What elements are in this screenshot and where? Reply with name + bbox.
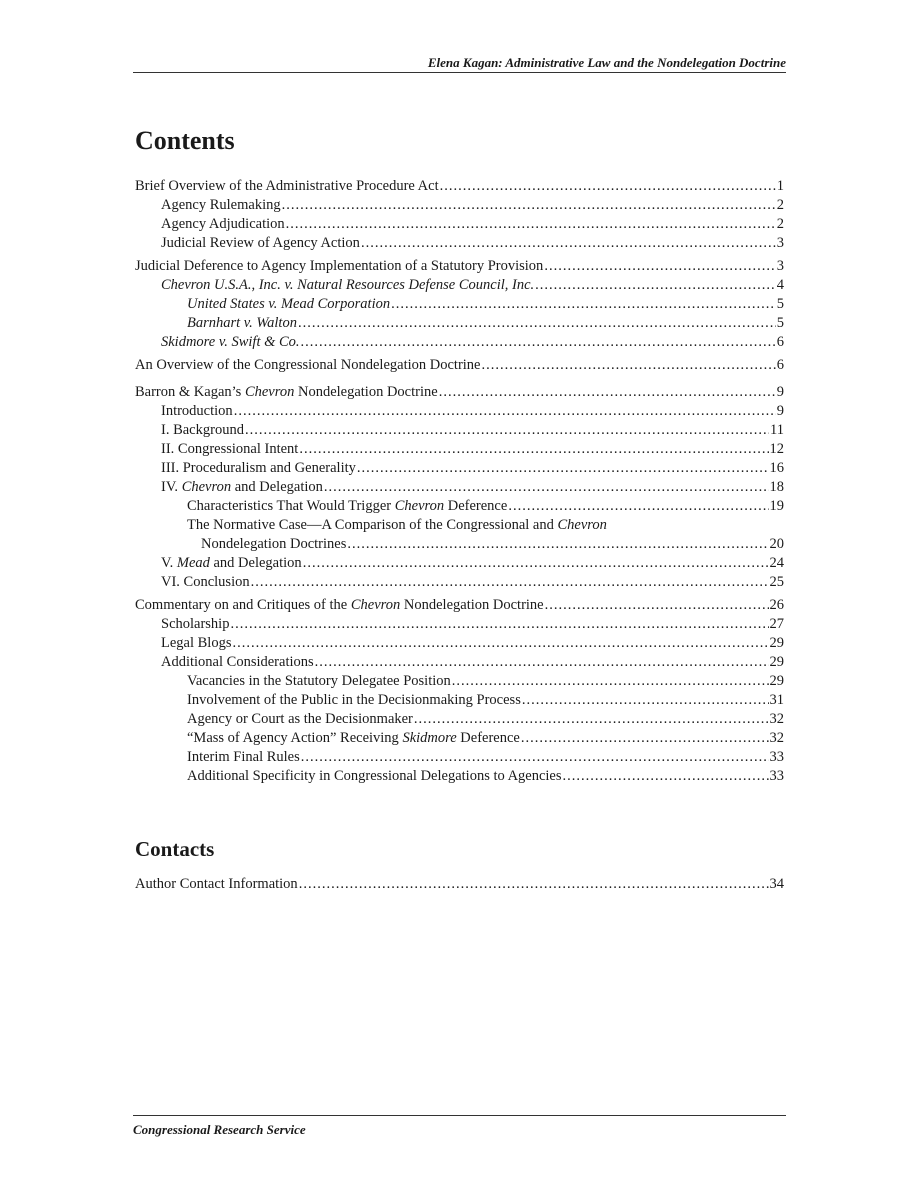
toc-entry-additional-specificity[interactable]: Additional Specificity in Congressional Delegations to Agencies ..... 33 — [135, 767, 784, 786]
toc-entry-background[interactable]: I. Background ..... 11 — [135, 421, 784, 440]
page-number: 24 — [769, 555, 784, 571]
page-number: 33 — [769, 768, 784, 784]
toc-entry-interim-final-rules[interactable]: Interim Final Rules ..... 33 — [135, 748, 784, 767]
page-number: 29 — [769, 654, 784, 670]
toc-entry-congressional-intent[interactable]: II. Congressional Intent ..... 12 — [135, 440, 784, 459]
toc-entry-chevron-delegation[interactable]: IV. Chevron and Delegation ..... 18 — [135, 478, 784, 497]
page-number: 9 — [776, 384, 784, 400]
toc-entry-mass-of-agency-action[interactable]: “Mass of Agency Action” Receiving Skidmore Deference ..... 32 — [135, 729, 784, 748]
page-number: 11 — [770, 422, 784, 438]
toc-entry-scholarship[interactable]: Scholarship ..... 27 — [135, 615, 784, 634]
header-title: Elena Kagan: Administrative Law and the Nondelegation Doctrine — [427, 55, 786, 70]
page-number: 3 — [776, 258, 784, 274]
page-number: 2 — [776, 197, 784, 213]
toc-entry-barron-kagan[interactable]: Barron & Kagan’s Chevron Nondelegation Doctrine ..... 9 — [135, 383, 784, 402]
toc-entry-vacancies[interactable]: Vacancies in the Statutory Delegatee Position ..... 29 — [135, 672, 784, 691]
running-header — [133, 54, 786, 73]
page-number: 16 — [769, 460, 784, 476]
toc-entry-apa-overview[interactable]: Brief Overview of the Administrative Procedure Act ..... 1 — [135, 177, 784, 196]
table-of-contents — [135, 177, 784, 786]
toc-entry-chevron-case[interactable]: Chevron U.S.A., Inc. v. Natural Resources Defense Council, Inc. ..... 4 — [135, 276, 784, 295]
page-number: 5 — [776, 296, 784, 312]
page-number: 20 — [769, 536, 784, 552]
toc-entry-commentary[interactable]: Commentary on and Critiques of the Chevron Nondelegation Doctrine ..... 26 — [135, 596, 784, 615]
toc-entry-introduction[interactable]: Introduction ..... 9 — [135, 402, 784, 421]
toc-entry-mead-delegation[interactable]: V. Mead and Delegation ..... 24 — [135, 554, 784, 573]
page-number: 27 — [769, 616, 784, 632]
page-number: 32 — [769, 711, 784, 727]
page-number: 29 — [769, 673, 784, 689]
toc-entry-mead-case[interactable]: United States v. Mead Corporation ..... 5 — [135, 295, 784, 314]
page-number: 2 — [776, 216, 784, 232]
toc-entry-barnhart-case[interactable]: Barnhart v. Walton ..... 5 — [135, 314, 784, 333]
toc-entry-agency-adjudication[interactable]: Agency Adjudication ..... 2 — [135, 215, 784, 234]
toc-entry-author-contact[interactable]: Author Contact Information ..... 34 — [135, 875, 784, 894]
page-number: 3 — [776, 235, 784, 251]
toc-entry-judicial-review[interactable]: Judicial Review of Agency Action ..... 3 — [135, 234, 784, 253]
page-number: 6 — [776, 334, 784, 350]
toc-entry-skidmore-case[interactable]: Skidmore v. Swift & Co. ..... 6 — [135, 333, 784, 352]
toc-entry-public-involvement[interactable]: Involvement of the Public in the Decisionmaking Process ..... 31 — [135, 691, 784, 710]
contents-heading: Contents — [135, 126, 235, 155]
toc-entry-characteristics[interactable]: Characteristics That Would Trigger Chevron Deference ..... 19 — [135, 497, 784, 516]
contacts-list — [135, 875, 784, 894]
running-footer — [133, 1115, 786, 1139]
page-number: 9 — [776, 403, 784, 419]
page-number: 18 — [769, 479, 784, 495]
page-number: 26 — [769, 597, 784, 613]
page-number: 19 — [769, 498, 784, 514]
page-number: 1 — [776, 178, 784, 194]
page-number: 34 — [769, 876, 784, 892]
toc-entry-proceduralism[interactable]: III. Proceduralism and Generality ..... 16 — [135, 459, 784, 478]
toc-entry-additional-considerations[interactable]: Additional Considerations ..... 29 — [135, 653, 784, 672]
page-number: 33 — [769, 749, 784, 765]
toc-entry-legal-blogs[interactable]: Legal Blogs ..... 29 — [135, 634, 784, 653]
toc-entry-conclusion[interactable]: VI. Conclusion ..... 25 — [135, 573, 784, 592]
page-number: 31 — [769, 692, 784, 708]
footer-text: Congressional Research Service — [133, 1122, 306, 1137]
toc-entry-agency-rulemaking[interactable]: Agency Rulemaking ..... 2 — [135, 196, 784, 215]
page-number: 29 — [769, 635, 784, 651]
page-number: 25 — [769, 574, 784, 590]
contacts-heading: Contacts — [135, 837, 215, 861]
page-number: 4 — [776, 277, 784, 293]
toc-entry-nondelegation-overview[interactable]: An Overview of the Congressional Nondelegation Doctrine ..... 6 — [135, 356, 784, 375]
page-number: 6 — [776, 357, 784, 373]
page-number: 12 — [769, 441, 784, 457]
toc-entry-normative-case[interactable]: The Normative Case—A Comparison of the Congressional and Chevron Nondelegation Doctrines ..... 20 — [135, 516, 784, 554]
page-number: 32 — [769, 730, 784, 746]
page-number: 5 — [776, 315, 784, 331]
toc-entry-judicial-deference[interactable]: Judicial Deference to Agency Implementation of a Statutory Provision ..... 3 — [135, 257, 784, 276]
toc-entry-agency-or-court[interactable]: Agency or Court as the Decisionmaker ..... 32 — [135, 710, 784, 729]
